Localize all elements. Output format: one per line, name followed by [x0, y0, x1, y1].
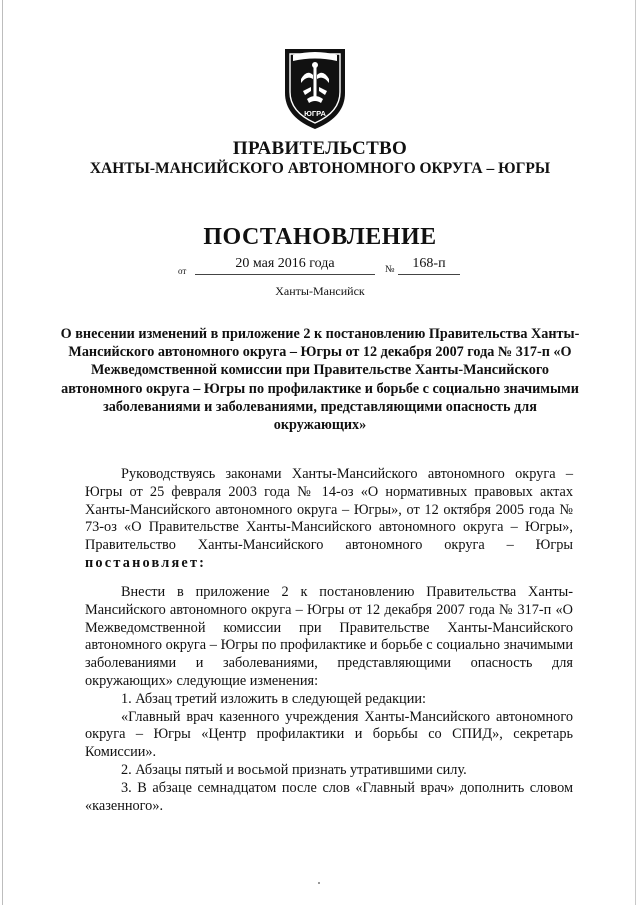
number-label: № [385, 264, 395, 275]
coat-of-arms-emblem [277, 45, 353, 131]
scan-artifact [318, 882, 320, 884]
government-title: ПРАВИТЕЛЬСТВО [232, 138, 408, 159]
region-title: ХАНТЫ-МАНСИЙСКОГО АВТОНОМНОГО ОКРУГА – ЮГРЫ [89, 160, 551, 177]
body-paragraph: 1. Абзац третий изложить в следующей редакции: [121, 690, 426, 707]
emblem-text: ЮГРА [304, 109, 326, 118]
scan-edge [2, 0, 3, 905]
body-paragraph: 3. В абзаце семнадцатом после слов «Главный врач» дополнить словом «казенного». [85, 779, 573, 814]
document-subject: О внесении изменений в приложение 2 к постановлению Правительства Ханты-Мансийского автономного округа – Югры от 12 декабря 2007 года № 317-п «О Межведомственной комиссии при Правительстве Ханты-Мансийского автономного округа – Югры по профилактике и борьбе с социально значимыми заболеваниями и заболеваниями, представляющими опасность для окружающих» [60, 326, 580, 434]
document-type-title: ПОСТАНОВЛЕНИЕ [203, 224, 437, 250]
body-paragraph: 2. Абзацы пятый и восьмой признать утратившими силу. [121, 761, 467, 778]
body-paragraph: Внести в приложение 2 к постановлению Правительства Ханты-Мансийского автономного округа – Югры от 12 декабря 2007 года № 317-п «О Межведомственной комиссии при Правительстве Ханты-Мансийского автономного округа – Югры по профилактике и борьбе с социально значимыми заболеваниями и заболеваниями, представляющими опасность для окружающих» следующие изменения: [85, 584, 573, 689]
document-number: 168-п [398, 256, 460, 275]
document-date: 20 мая 2016 года [195, 256, 375, 275]
date-from-label: от [178, 266, 187, 276]
preamble-text: Руководствуясь законами Ханты-Мансийского автономного округа – Югры от 25 февраля 2003 года № 14-оз «О нормативных правовых актах Ханты-Мансийского автономного округа – Югры», от 12 октября 2005 года № 73-оз «О Правительстве Ханты-Мансийского автономного округа – Югры», Правительство Ханты-Мансийского автономного округа – Югры [85, 466, 573, 554]
body-paragraph: «Главный врач казенного учреждения Ханты-Мансийского автономного округа – Югры «Центр профилактики и борьбы со СПИД», секретарь Комиссии». [85, 708, 573, 761]
decree-word: постановляет: [85, 554, 207, 571]
body-section [85, 584, 573, 815]
document-city: Ханты-Мансийск [275, 284, 365, 298]
preamble-paragraph [85, 466, 573, 573]
scan-edge [635, 0, 636, 905]
